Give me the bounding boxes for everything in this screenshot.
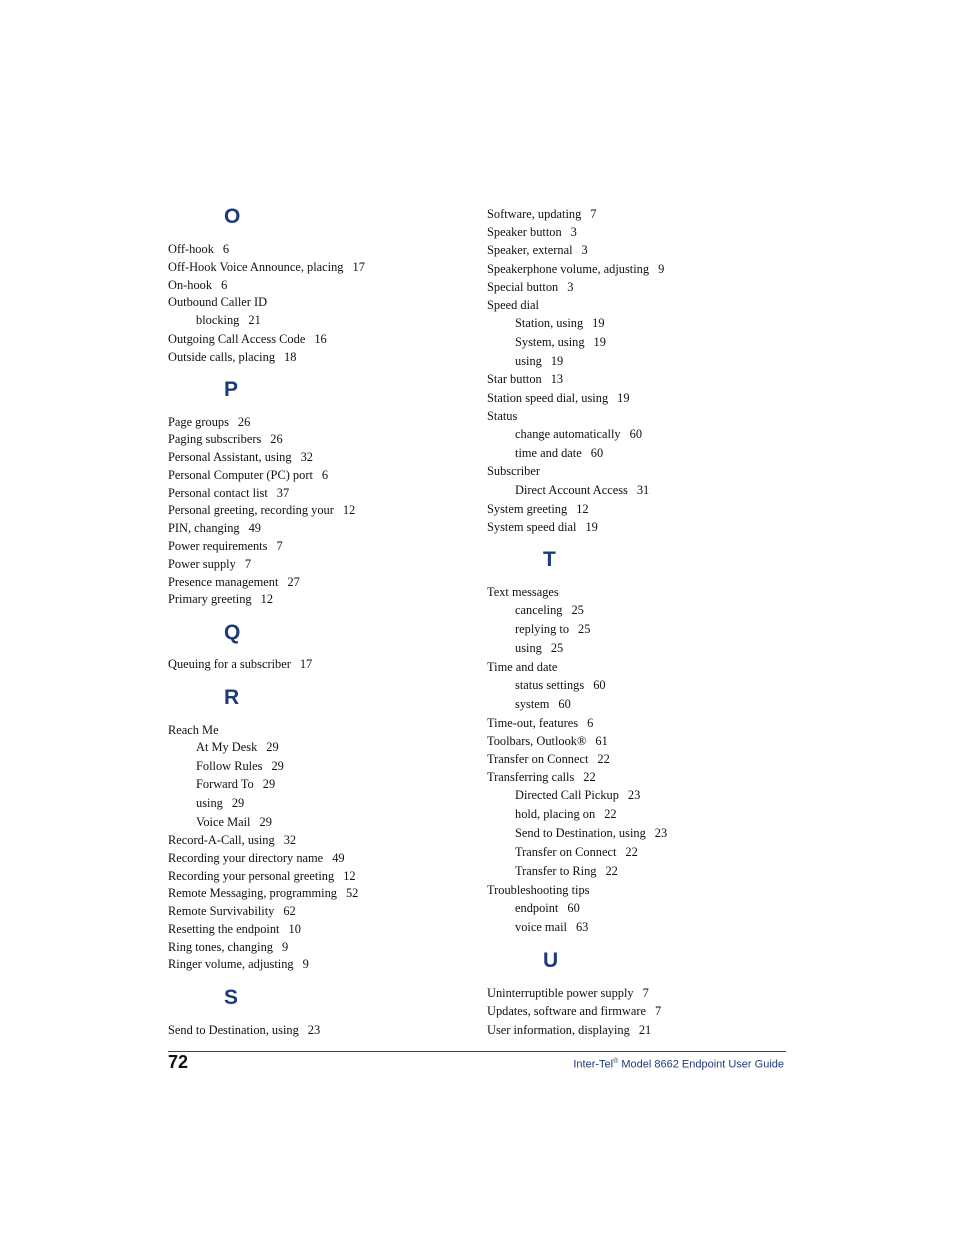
- index-entry: [487, 502, 589, 517]
- entry-label: Resetting the endpoint: [168, 922, 280, 936]
- entry-label: Remote Messaging, programming: [168, 886, 337, 900]
- entry-page-link[interactable]: 60: [590, 446, 604, 460]
- index-entry: [487, 1023, 651, 1038]
- entry-label: using: [515, 641, 542, 655]
- entry-page-link[interactable]: 60: [567, 901, 580, 915]
- entry-label: Subscriber: [487, 464, 540, 478]
- entry-page-link[interactable]: 21: [638, 1023, 652, 1037]
- index-letter-heading: U: [543, 949, 559, 972]
- entry-label: Transfer on Connect: [487, 752, 589, 766]
- entry-label: change automatically: [515, 427, 621, 441]
- entry-label: hold, placing on: [515, 807, 596, 821]
- index-entry: [168, 904, 296, 919]
- entry-page-link[interactable]: 22: [625, 845, 638, 859]
- entry-label: endpoint: [515, 901, 559, 915]
- entry-page-link[interactable]: 22: [605, 864, 618, 878]
- entry-label: Time and date: [487, 660, 558, 674]
- entry-label: Transferring calls: [487, 770, 575, 784]
- index-entry: [168, 521, 261, 536]
- entry-label: Speed dial: [487, 298, 539, 312]
- entry-label: Status: [487, 409, 518, 423]
- entry-page-link[interactable]: 49: [332, 851, 345, 865]
- index-entry: [168, 450, 313, 465]
- index-entry: [168, 503, 355, 518]
- entry-label: Special button: [487, 280, 559, 294]
- index-subentry: [515, 807, 617, 822]
- index-entry: [168, 723, 219, 738]
- entry-page-link[interactable]: 18: [284, 350, 297, 364]
- index-subentry: [515, 788, 640, 803]
- entry-label: On-hook: [168, 278, 213, 292]
- entry-page-link[interactable]: 32: [283, 833, 297, 847]
- entry-page-link[interactable]: 61: [595, 734, 608, 748]
- index-entry: [168, 278, 227, 293]
- entry-label: System, using: [515, 335, 585, 349]
- index-entry: [487, 1004, 661, 1019]
- entry-label: Remote Survivability: [168, 904, 275, 918]
- entry-page-link[interactable]: 60: [593, 678, 606, 692]
- index-subentry: [515, 316, 605, 331]
- index-subentry: [515, 901, 580, 916]
- index-letter-heading: Q: [224, 621, 241, 644]
- entry-label: Outside calls, placing: [168, 350, 276, 364]
- entry-label: status settings: [515, 678, 585, 692]
- index-entry: [168, 1023, 320, 1038]
- entry-label: Station, using: [515, 316, 584, 330]
- entry-page-link[interactable]: 29: [266, 740, 279, 754]
- entry-label: canceling: [515, 603, 563, 617]
- index-subentry: [196, 777, 275, 792]
- entry-page-link[interactable]: 6: [221, 278, 228, 292]
- entry-label: Text messages: [487, 585, 559, 599]
- index-entry: [487, 734, 608, 749]
- entry-page-link[interactable]: 22: [597, 752, 610, 766]
- entry-label: At My Desk: [196, 740, 258, 754]
- entry-label: Send to Destination, using: [515, 826, 646, 840]
- entry-label: Personal Assistant, using: [168, 450, 292, 464]
- entry-page-link[interactable]: 9: [658, 262, 665, 276]
- entry-label: Off-hook: [168, 242, 214, 256]
- entry-page-link[interactable]: 29: [231, 796, 245, 810]
- entry-label: Page groups: [168, 415, 229, 429]
- index-letter-heading: S: [224, 986, 239, 1009]
- index-entry: [168, 851, 345, 866]
- index-letter-heading: P: [224, 378, 239, 401]
- entry-page-link[interactable]: 25: [578, 622, 591, 636]
- entry-label: Speaker, external: [487, 243, 573, 257]
- entry-label: Star button: [487, 372, 542, 386]
- index-entry: [487, 770, 596, 785]
- entry-label: Speakerphone volume, adjusting: [487, 262, 650, 276]
- entry-page-link[interactable]: 19: [550, 354, 564, 368]
- entry-page-link[interactable]: 17: [299, 657, 313, 671]
- entry-label: using: [515, 354, 542, 368]
- entry-page-link[interactable]: 49: [248, 521, 261, 535]
- index-subentry: [515, 641, 563, 656]
- index-subentry: [515, 354, 563, 369]
- index-subentry: [515, 864, 618, 879]
- index-entry: [168, 592, 273, 607]
- entry-page-link[interactable]: 6: [321, 468, 329, 482]
- index-letter-heading: R: [224, 686, 240, 709]
- entry-label: Primary greeting: [168, 592, 252, 606]
- entry-page-link[interactable]: 9: [302, 957, 309, 971]
- entry-page-link[interactable]: 25: [550, 641, 564, 655]
- index-letter-heading: O: [224, 205, 241, 228]
- entry-label: Off-Hook Voice Announce, placing: [168, 260, 344, 274]
- entry-label: Uninterruptible power supply: [487, 986, 634, 1000]
- index-entry: [487, 225, 577, 240]
- index-entry: [168, 486, 289, 501]
- entry-page-link[interactable]: 22: [583, 770, 596, 784]
- index-entry: [487, 243, 588, 258]
- entry-label: using: [196, 796, 223, 810]
- index-subentry: [515, 622, 590, 637]
- index-subentry: [196, 759, 284, 774]
- index-subentry: [196, 796, 244, 811]
- index-subentry: [515, 697, 571, 712]
- entry-page-link[interactable]: 29: [262, 777, 276, 791]
- entry-page-link[interactable]: 31: [636, 483, 650, 497]
- footer-title: [573, 1058, 784, 1071]
- entry-page-link[interactable]: 3: [570, 225, 577, 239]
- index-subentry: [515, 845, 638, 860]
- entry-page-link[interactable]: 29: [271, 759, 284, 773]
- entry-page-link[interactable]: 16: [314, 332, 327, 346]
- entry-page-link[interactable]: 19: [585, 520, 598, 534]
- index-entry: [487, 585, 559, 600]
- entry-label: User information, displaying: [487, 1023, 630, 1037]
- index-subentry: [196, 815, 272, 830]
- entry-label: Transfer to Ring: [515, 864, 597, 878]
- entry-page-link[interactable]: 26: [270, 432, 283, 446]
- entry-label: Troubleshooting tips: [487, 883, 590, 897]
- index-subentry: [515, 483, 649, 498]
- index-entry: [168, 657, 312, 672]
- entry-page-link[interactable]: 23: [307, 1023, 321, 1037]
- entry-label: Ring tones, changing: [168, 940, 273, 954]
- index-entry: [168, 886, 358, 901]
- entry-label: Directed Call Pickup: [515, 788, 619, 802]
- entry-label: Updates, software and firmware: [487, 1004, 646, 1018]
- entry-label: voice mail: [515, 920, 567, 934]
- entry-page-link[interactable]: 37: [276, 486, 290, 500]
- entry-label: Ringer volume, adjusting: [168, 957, 294, 971]
- entry-page-link[interactable]: 26: [237, 415, 251, 429]
- entry-page-link[interactable]: 21: [248, 313, 261, 327]
- entry-page-link[interactable]: 19: [592, 316, 605, 330]
- index-entry: [168, 557, 251, 572]
- entry-label: Send to Destination, using: [168, 1023, 299, 1037]
- index-entry: [487, 883, 589, 898]
- entry-page-link[interactable]: 9: [281, 940, 289, 954]
- entry-page-link[interactable]: 60: [558, 697, 571, 711]
- entry-page-link[interactable]: 29: [259, 815, 272, 829]
- index-entry: [168, 350, 296, 365]
- entry-label: time and date: [515, 446, 582, 460]
- entry-label: Reach Me: [168, 723, 219, 737]
- entry-label: Transfer on Connect: [515, 845, 617, 859]
- index-entry: [487, 391, 630, 406]
- index-entry: [487, 409, 517, 424]
- index-entry: [487, 986, 649, 1001]
- index-entry: [168, 869, 356, 884]
- index-entry: [168, 242, 229, 257]
- index-entry: [168, 539, 283, 554]
- entry-label: Follow Rules: [196, 759, 263, 773]
- index-entry: [168, 957, 309, 972]
- entry-label: Personal greeting, recording your: [168, 503, 334, 517]
- entry-page-link[interactable]: 3: [581, 243, 588, 257]
- entry-label: replying to: [515, 622, 570, 636]
- index-entry: [168, 295, 267, 310]
- entry-label: Toolbars, Outlook®: [487, 734, 587, 748]
- entry-page-link[interactable]: 7: [642, 986, 649, 1000]
- index-entry: [168, 940, 288, 955]
- page-number: 72: [168, 1052, 189, 1072]
- index-entry: [168, 833, 296, 848]
- index-entry: [487, 752, 610, 767]
- index-subentry: [515, 920, 588, 935]
- entry-page-link[interactable]: 22: [604, 807, 617, 821]
- index-entry: [487, 520, 598, 535]
- entry-page-link[interactable]: 3: [567, 280, 574, 294]
- index-entry: [168, 332, 327, 347]
- entry-page-link[interactable]: 7: [654, 1004, 662, 1018]
- entry-page-link[interactable]: 52: [345, 886, 359, 900]
- entry-label: Station speed dial, using: [487, 391, 609, 405]
- entry-label: Presence management: [168, 575, 279, 589]
- entry-page-link[interactable]: 7: [276, 539, 283, 553]
- entry-page-link[interactable]: 62: [283, 904, 296, 918]
- entry-label: Recording your personal greeting: [168, 869, 335, 883]
- entry-label: Paging subscribers: [168, 432, 262, 446]
- entry-page-link[interactable]: 19: [593, 335, 606, 349]
- entry-page-link[interactable]: 7: [590, 207, 597, 221]
- entry-label: Outbound Caller ID: [168, 295, 268, 309]
- entry-label: Queuing for a subscriber: [168, 657, 291, 671]
- index-subentry: [515, 603, 584, 618]
- index-entry: [487, 464, 540, 479]
- index-entry: [168, 415, 250, 430]
- entry-page-link[interactable]: 12: [343, 869, 356, 883]
- index-entry: [168, 922, 301, 937]
- index-subentry: [196, 313, 261, 328]
- index-entry: [487, 207, 597, 222]
- index-letter-heading: T: [543, 548, 556, 571]
- index-entry: [487, 280, 573, 295]
- entry-page-link[interactable]: 19: [617, 391, 630, 405]
- index-entry: [487, 372, 563, 387]
- entry-page-link[interactable]: 27: [287, 575, 300, 589]
- entry-page-link[interactable]: 13: [550, 372, 564, 386]
- index-subentry: [515, 446, 603, 461]
- index-entry: [487, 298, 539, 313]
- entry-page-link[interactable]: 12: [576, 502, 589, 516]
- entry-label: System speed dial: [487, 520, 577, 534]
- entry-label: Software, updating: [487, 207, 582, 221]
- entry-label: Direct Account Access: [515, 483, 628, 497]
- index-entry: [487, 716, 593, 731]
- entry-page-link[interactable]: 17: [352, 260, 365, 274]
- entry-label: blocking: [196, 313, 240, 327]
- index-subentry: [515, 335, 606, 350]
- entry-label: System greeting: [487, 502, 568, 516]
- index-subentry: [515, 427, 642, 442]
- entry-label: Recording your directory name: [168, 851, 324, 865]
- entry-page-link[interactable]: 12: [260, 592, 274, 606]
- entry-page-link[interactable]: 23: [627, 788, 641, 802]
- index-entry: [168, 260, 365, 275]
- registered-mark: ®: [613, 1058, 619, 1065]
- entry-label: Power requirements: [168, 539, 268, 553]
- index-subentry: [515, 678, 606, 693]
- entry-page-link[interactable]: 6: [587, 716, 594, 730]
- entry-label: Personal Computer (PC) port: [168, 468, 313, 482]
- index-entry: [168, 468, 328, 483]
- entry-label: Outgoing Call Access Code: [168, 332, 306, 346]
- entry-page-link[interactable]: 25: [571, 603, 584, 617]
- entry-page-link[interactable]: 63: [575, 920, 589, 934]
- entry-label: Time-out, features: [487, 716, 579, 730]
- entry-page-link[interactable]: 12: [342, 503, 356, 517]
- index-entry: [487, 262, 664, 277]
- entry-page-link[interactable]: 10: [288, 922, 301, 936]
- entry-label: Voice Mail: [196, 815, 251, 829]
- entry-page-link[interactable]: 23: [654, 826, 668, 840]
- entry-page-link[interactable]: 32: [300, 450, 313, 464]
- entry-label: Personal contact list: [168, 486, 268, 500]
- entry-page-link[interactable]: 60: [629, 427, 643, 441]
- index-subentry: [515, 826, 667, 841]
- index-entry: [487, 660, 557, 675]
- entry-label: Record-A-Call, using: [168, 833, 275, 847]
- entry-label: Speaker button: [487, 225, 562, 239]
- entry-page-link[interactable]: 6: [222, 242, 230, 256]
- index-entry: [168, 575, 300, 590]
- footer-rule: [168, 1051, 786, 1052]
- footer-brand: Inter-Tel: [573, 1058, 614, 1071]
- index-subentry: [196, 740, 279, 755]
- entry-label: system: [515, 697, 550, 711]
- entry-label: Forward To: [196, 777, 254, 791]
- entry-label: PIN, changing: [168, 521, 240, 535]
- entry-page-link[interactable]: 7: [244, 557, 252, 571]
- footer-title-rest: Model 8662 Endpoint User Guide: [618, 1058, 784, 1071]
- index-entry: [168, 432, 283, 447]
- entry-label: Power supply: [168, 557, 236, 571]
